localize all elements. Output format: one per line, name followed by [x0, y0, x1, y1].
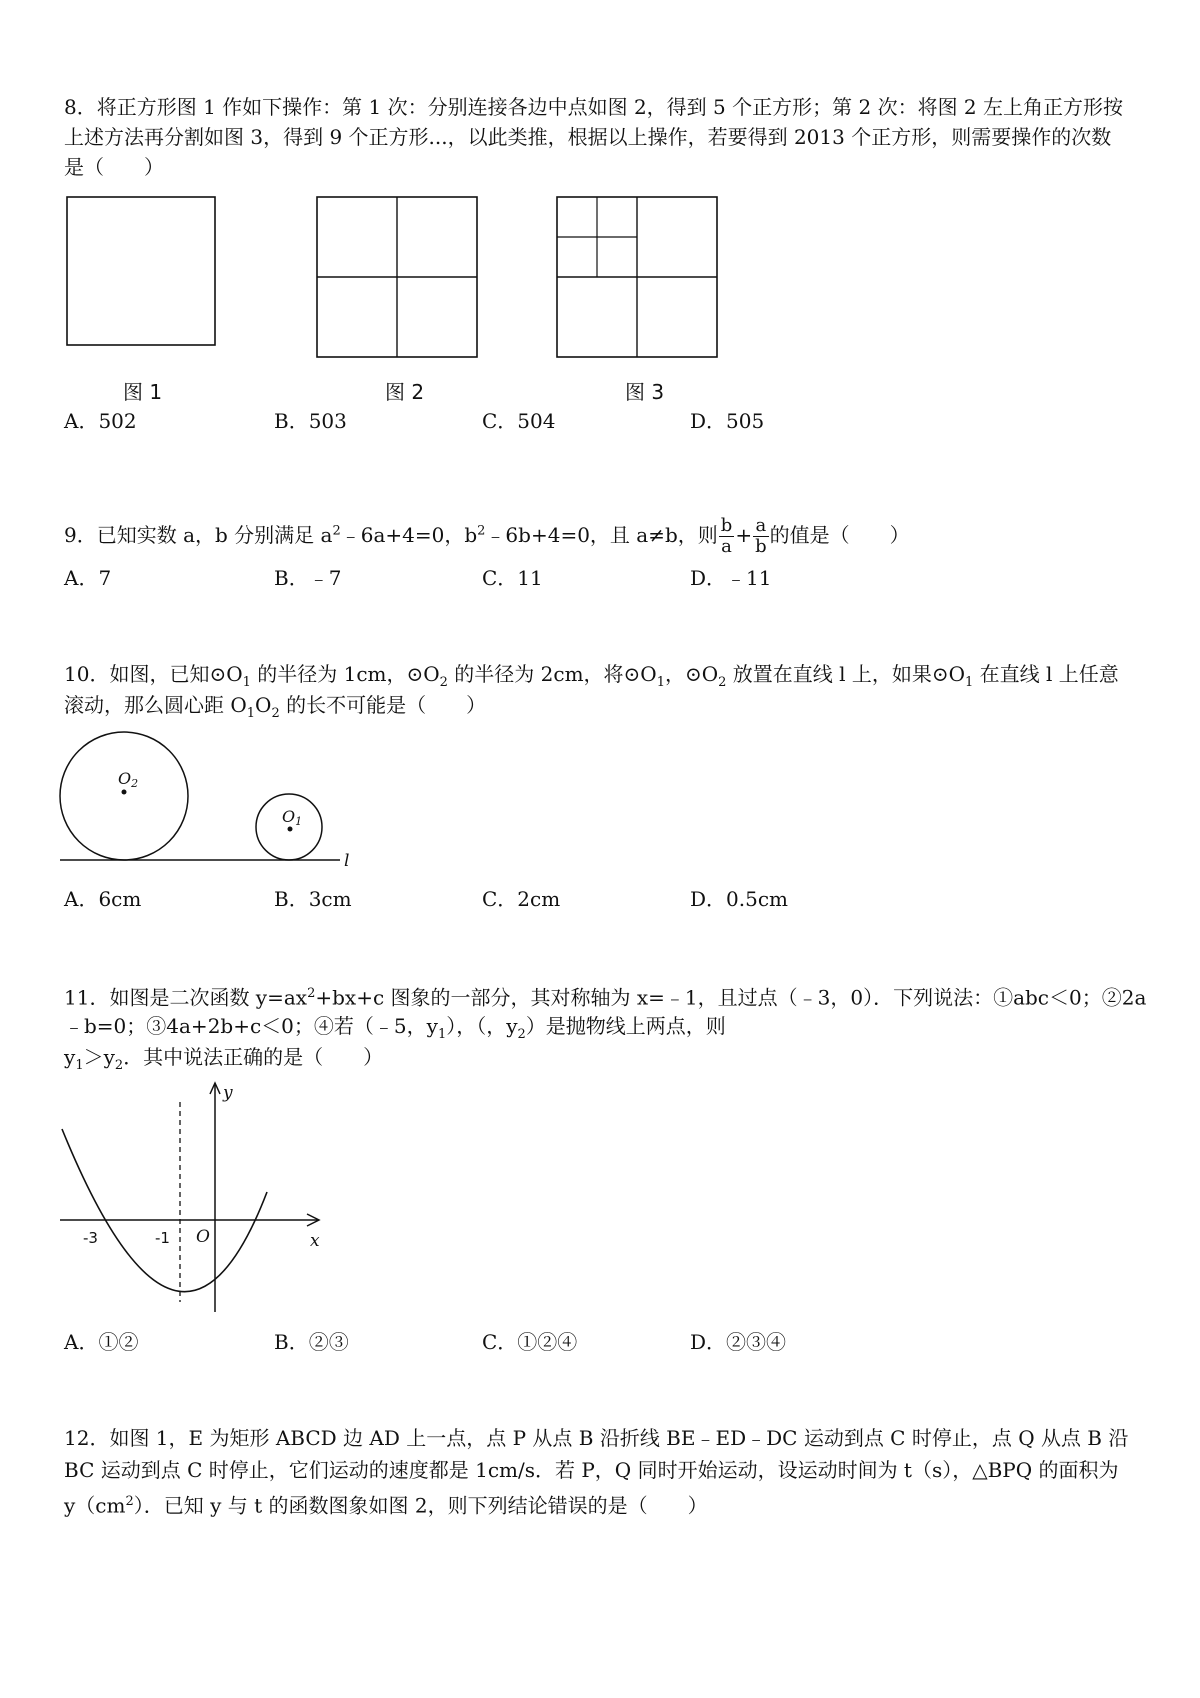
q12-line-1: 12．如图 1，E 为矩形 ABCD 边 AD 上一点，点 P 从点 B 沿折线 BE﹣ED﹣DC 运动到点 C 时停止，点 Q 从点 B 沿: [64, 1426, 1129, 1450]
q8-option-d[interactable]: D．505: [690, 409, 765, 433]
q10-t7: 滚动，那么圆心距 O: [64, 693, 247, 717]
q10-s1: 1: [242, 675, 251, 690]
tick-label-minus-1: -1: [155, 1229, 170, 1247]
label-o2: O2: [118, 769, 139, 790]
center-o1: [288, 827, 293, 832]
label-o1: O1: [282, 807, 303, 828]
q12-sup: 2: [125, 1494, 134, 1509]
q11-sup: 2: [307, 986, 316, 1001]
q8-option-b[interactable]: B．503: [274, 409, 347, 433]
q11-line-1: [64, 980, 1146, 1012]
q12-line-2: BC 运动到点 C 时停止，它们运动的速度都是 1cm/s．若 P，Q 同时开始运动，设运动时间为 t（s），△BPQ 的面积为: [64, 1458, 1119, 1482]
q11-s4: 2: [114, 1058, 124, 1073]
label-origin: O: [196, 1227, 210, 1247]
q11-option-a[interactable]: A．①②: [64, 1330, 139, 1354]
q11-s3: 1: [75, 1058, 84, 1073]
q10-option-d[interactable]: D．0.5cm: [690, 887, 789, 911]
q11-option-d[interactable]: D．②③④: [690, 1330, 787, 1354]
label-x: x: [310, 1231, 320, 1251]
q11-t3: ﹣b=0；③4a+2b+c＜0；④若（﹣5，y: [64, 1014, 438, 1038]
q11-t1: 11．如图是二次函数 y=ax: [64, 985, 308, 1010]
q10-option-b[interactable]: B．3cm: [274, 887, 352, 911]
q11-option-b[interactable]: B．②③: [274, 1330, 349, 1354]
q11-t8: ．其中说法正确的是（ ）: [123, 1045, 384, 1069]
tick-label-minus-3: -3: [83, 1229, 98, 1247]
label-y: y: [223, 1083, 233, 1103]
q10-option-a[interactable]: A．6cm: [64, 887, 142, 911]
q11-s2: 2: [517, 1027, 526, 1042]
q9-option-d[interactable]: D．﹣11: [690, 566, 772, 590]
q9-stem: [64, 516, 910, 557]
q10-t8: O: [255, 693, 272, 717]
q11-figure-parabola: [60, 1080, 330, 1320]
q11-line-3: [64, 1043, 383, 1080]
q9-option-a[interactable]: A．7: [64, 566, 112, 590]
q9-text-2: ﹣6a+4=0，b: [340, 523, 478, 547]
q10-s3: 1: [656, 675, 665, 690]
q12-line-3: [64, 1488, 708, 1520]
q9-frac2-num: a: [753, 516, 769, 537]
q9-sup-2: 2: [477, 523, 486, 539]
q10-line-2: [64, 691, 486, 728]
q8-figure-1: [66, 196, 216, 346]
q12-t2: ）．已知 y 与 t 的函数图象如图 2，则下列结论错误的是（ ）: [133, 1493, 708, 1518]
q8-line-1: 8．将正方形图 1 作如下操作：第 1 次：分别连接各边中点如图 2，得到 5 个正方形；第 2 次：将图 2 左上角正方形按: [64, 95, 1124, 119]
q8-figure-2: [316, 196, 478, 358]
q10-s7: 2: [271, 706, 280, 721]
q9-frac2-den: b: [755, 536, 767, 557]
q10-t5: 放置在直线 l 上，如果⊙O: [726, 662, 966, 686]
q8-line-2: 上述方法再分割如图 3，得到 9 个正方形...，以此类推，根据以上操作，若要得到 2013 个正方形，则需要操作的次数: [64, 125, 1112, 149]
q10-t2: 的半径为 1cm，⊙O: [250, 662, 440, 686]
q8-caption-3: 图 3: [625, 380, 665, 404]
q10-s6: 1: [246, 706, 256, 721]
q12-t1: y（cm: [64, 1493, 126, 1518]
q11-t7: ＞y: [83, 1045, 115, 1069]
q10-option-c[interactable]: C．2cm: [482, 887, 561, 911]
q9-option-c[interactable]: C．11: [482, 566, 543, 590]
q9-text-1: 9．已知实数 a，b 分别满足 a: [64, 523, 333, 547]
q9-frac1-den: a: [721, 536, 732, 557]
q10-t1: 10．如图，已知⊙O: [64, 662, 243, 686]
q9-sup-1: 2: [332, 523, 341, 539]
q8-line-3: 是（ ）: [64, 155, 164, 179]
q8-caption-1: 图 1: [123, 380, 163, 404]
q9-option-b[interactable]: B．﹣7: [274, 566, 342, 590]
q10-t9: 的长不可能是（ ）: [279, 693, 487, 717]
q9-fraction-b-over-a: [719, 516, 735, 557]
q10-s5: 1: [965, 675, 974, 690]
q8-figure-3: [556, 196, 718, 358]
center-o2: [122, 790, 127, 795]
q11-option-c[interactable]: C．①②④: [482, 1330, 578, 1354]
q10-s2: 2: [439, 675, 448, 690]
q8-option-a[interactable]: A．502: [64, 409, 137, 433]
q8-caption-2: 图 2: [385, 380, 425, 404]
label-l: l: [344, 851, 350, 871]
q10-t3: 的半径为 2cm，将⊙O: [447, 662, 657, 686]
q11-t4: ），（，y: [446, 1014, 518, 1038]
q9-plus: +: [735, 523, 753, 547]
q10-figure-circles: [60, 730, 360, 880]
q11-t6: y: [64, 1045, 76, 1069]
parabola-curve: [62, 1129, 267, 1292]
q11-t2: +bx+c 图象的一部分，其对称轴为 x=﹣1，且过点（﹣3，0）．下列说法：①abc＜0；②2a: [315, 985, 1147, 1010]
q10-t4: ，⊙O: [664, 662, 719, 686]
q10-s4: 2: [718, 675, 727, 690]
q8-option-c[interactable]: C．504: [482, 409, 556, 433]
q11-s1: 1: [437, 1027, 447, 1042]
q9-fraction-a-over-b: [753, 516, 769, 557]
q10-t6: 在直线 l 上任意: [973, 662, 1119, 686]
q9-text-3: ﹣6b+4=0，且 a≠b，则: [485, 523, 718, 547]
circle-o2: [60, 732, 188, 860]
q9-frac1-num: b: [720, 515, 733, 536]
q9-text-4: 的值是（ ）: [769, 523, 910, 547]
q11-t5: ）是抛物线上两点，则: [525, 1014, 726, 1038]
